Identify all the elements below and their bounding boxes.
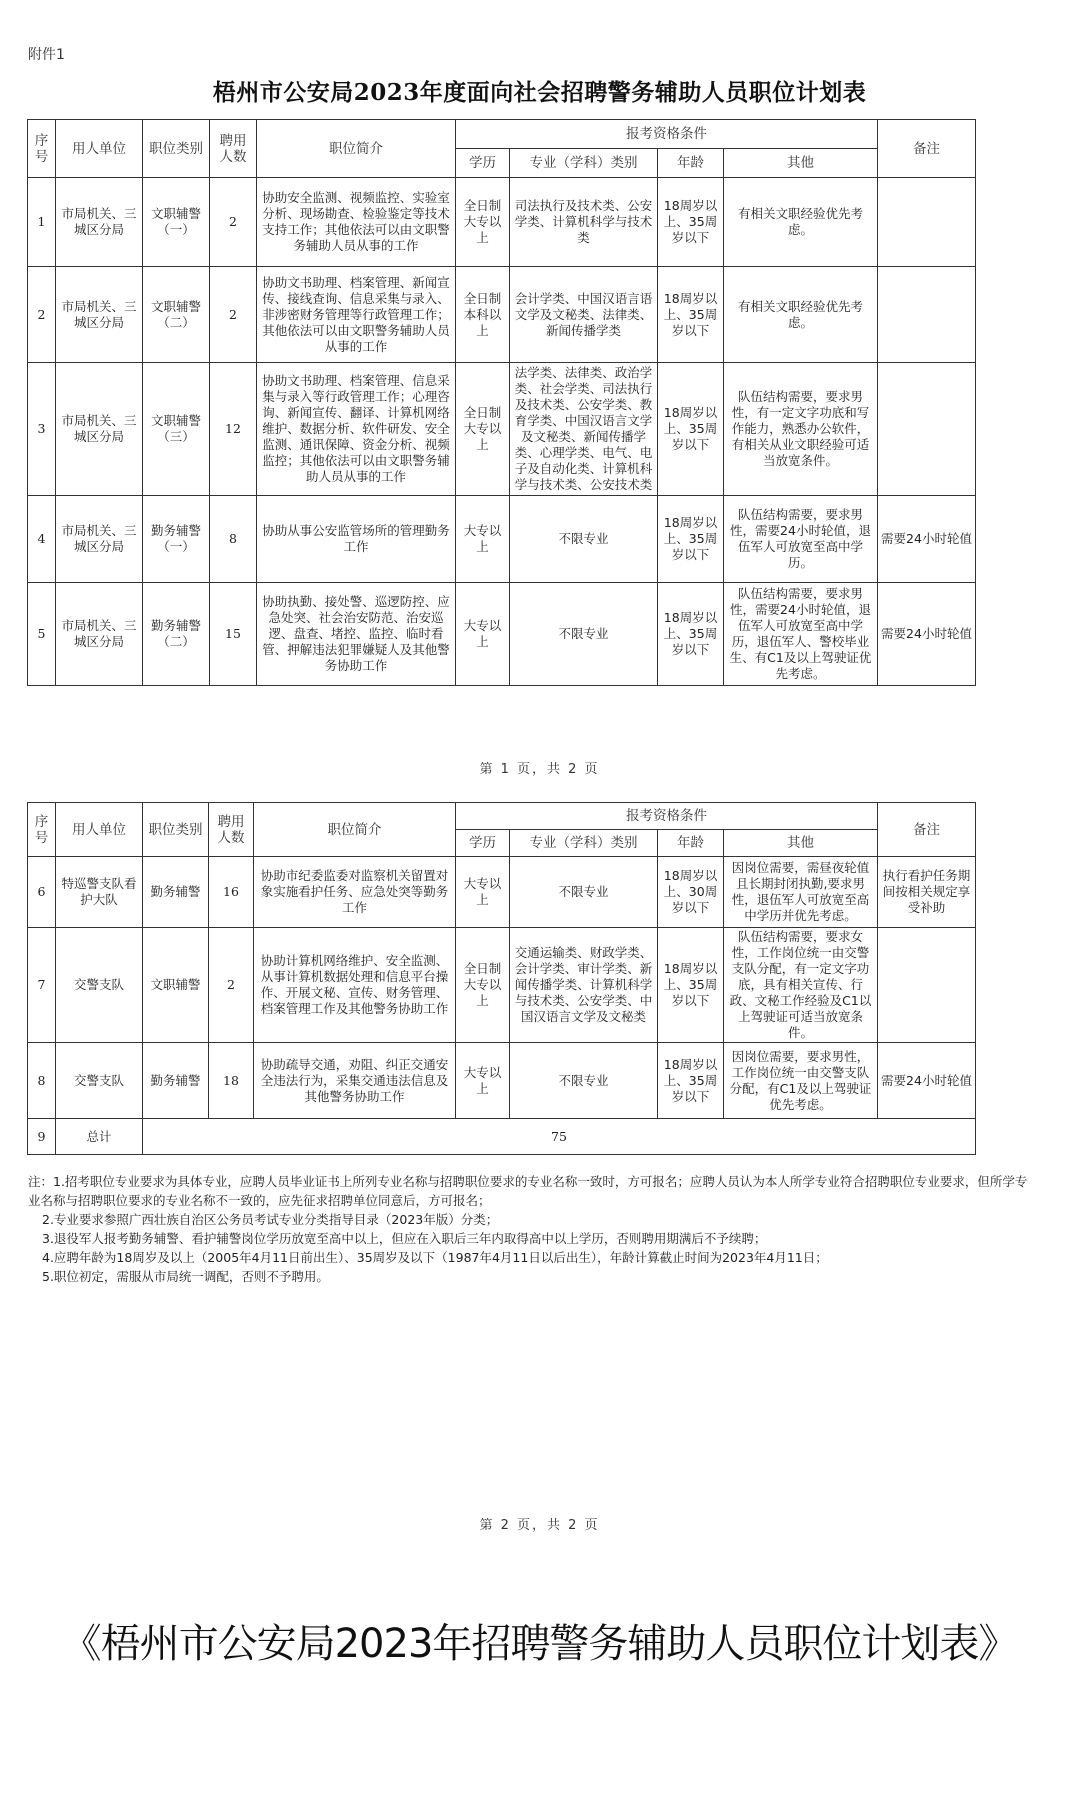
cell-description: 协助安全监测、视频监控、实验室分析、现场勘查、检验鉴定等技术支持工作；其他依法可以由文职警务辅助人员从事的工作 — [257, 178, 456, 267]
header-count: 聘用人数 — [210, 120, 257, 178]
cell-description: 协助执勤、接处警、巡逻防控、应急处突、社会治安防范、治安巡逻、盘查、堵控、监控、临时看管、押解违法犯罪嫌疑人及其他警务协助工作 — [257, 583, 456, 686]
cell-education: 全日制大专以上 — [456, 178, 510, 267]
cell-education: 大专以上 — [456, 583, 510, 686]
cell-unit: 市局机关、三城区分局 — [56, 267, 143, 363]
table-row — [28, 857, 976, 928]
cell-age: 18周岁以上、35周岁以下 — [658, 363, 724, 496]
cell-age: 18周岁以上、35周岁以下 — [658, 496, 724, 583]
cell-seq: 9 — [28, 1119, 56, 1155]
cell-remarks — [878, 928, 976, 1043]
cell-seq: 1 — [28, 178, 56, 267]
cell-description: 协助疏导交通，劝阻、纠正交通安全违法行为，采集交通违法信息及其他警务协助工作 — [254, 1043, 456, 1119]
cell-seq: 7 — [28, 928, 56, 1043]
header-description: 职位简介 — [257, 120, 456, 178]
position-table-page-2 — [27, 802, 976, 1155]
header-age: 年龄 — [658, 149, 724, 178]
cell-other: 因岗位需要，要求男性，工作岗位统一由交警支队分配，有C1及以上驾驶证优先考虑。 — [724, 1043, 878, 1119]
cell-remarks: 需要24小时轮值 — [878, 1043, 976, 1119]
cell-seq: 8 — [28, 1043, 56, 1119]
cell-education: 大专以上 — [456, 857, 510, 928]
cell-unit: 市局机关、三城区分局 — [56, 583, 143, 686]
cell-major: 不限专业 — [510, 583, 658, 686]
page-2-footer: 第 2 页，共 2 页 — [479, 1518, 600, 1533]
note-3: 3.退役军人报考勤务辅警、看护辅警岗位学历放宽至高中以上，但应在入职后三年内取得高中以上学历，否则聘用期满后不予续聘； — [42, 1231, 767, 1246]
cell-remarks — [878, 363, 976, 496]
cell-description: 协助文书助理、档案管理、信息采集与录入等行政管理工作；心理咨询、新闻宣传、翻译、计算机网络维护、数据分析、软件研发、安全监测、通讯保障、资金分析、视频监控；其他依法可以由文职警务辅助人员从事的工作 — [257, 363, 456, 496]
cell-education: 全日制大专以上 — [456, 928, 510, 1043]
header-unit: 用人单位 — [56, 803, 143, 857]
cell-other: 队伍结构需要，要求女性，工作岗位统一由交警支队分配，有一定文字功底，具有相关宣传、行政、文秘工作经验及C1以上驾驶证可适当放宽条件。 — [724, 928, 878, 1043]
header-other: 其他 — [724, 830, 878, 857]
cell-major: 不限专业 — [510, 857, 658, 928]
cell-description: 协助从事公安监管场所的管理勤务工作 — [257, 496, 456, 583]
cell-major: 不限专业 — [510, 1043, 658, 1119]
cell-count: 2 — [210, 178, 257, 267]
table-row — [28, 928, 976, 1043]
position-table-page-1 — [27, 119, 976, 686]
cell-other: 有相关文职经验优先考虑。 — [724, 267, 878, 363]
cell-category: 勤务辅警 — [143, 1043, 209, 1119]
cell-description: 协助文书助理、档案管理、新闻宣传、接线查询、信息采集与录入、非涉密财务管理等行政管理工作；其他依法可以由文职警务辅助人员从事的工作 — [257, 267, 456, 363]
note-2: 2.专业要求参照广西壮族自治区公务员考试专业分类指导目录（2023年版）分类； — [42, 1212, 499, 1227]
cell-remarks — [878, 178, 976, 267]
attachment-label: 附件1 — [28, 47, 65, 63]
note-4: 4.应聘年龄为18周岁及以上（2005年4月11日前出生）、35周岁及以下（1987年4月11日以后出生），年龄计算截止时间为2023年4月11日； — [42, 1250, 828, 1265]
header-qualifications: 报考资格条件 — [456, 120, 878, 149]
cell-count: 8 — [210, 496, 257, 583]
cell-age: 18周岁以上、35周岁以下 — [658, 1043, 724, 1119]
header-remarks: 备注 — [878, 120, 976, 178]
cell-age: 18周岁以上、35周岁以下 — [658, 267, 724, 363]
cell-unit: 特巡警支队看护大队 — [56, 857, 143, 928]
page-1-footer: 第 1 页，共 2 页 — [479, 762, 600, 777]
cell-category: 文职辅警 — [143, 928, 209, 1043]
header-other: 其他 — [724, 149, 878, 178]
cell-education: 大专以上 — [456, 1043, 510, 1119]
cell-major: 法学类、法律类、政治学类、社会学类、司法执行及技术类、公安学类、教育学类、中国汉语言文学及文秘类、新闻传播学类、心理学类、电气、电子及自动化类、计算机科学与技术类、公安技术类 — [510, 363, 658, 496]
cell-seq: 3 — [28, 363, 56, 496]
cell-other: 有相关文职经验优先考虑。 — [724, 178, 878, 267]
cell-count: 18 — [209, 1043, 254, 1119]
cell-major: 司法执行及技术类、公安学类、计算机科学与技术类 — [510, 178, 658, 267]
cell-other: 队伍结构需要，要求男性，有一定文字功底和写作能力，熟悉办公软件，有相关从业文职经验可适当放宽条件。 — [724, 363, 878, 496]
cell-education: 全日制大专以上 — [456, 363, 510, 496]
header-description: 职位简介 — [254, 803, 456, 857]
cell-count: 12 — [210, 363, 257, 496]
cell-major: 不限专业 — [510, 496, 658, 583]
total-label: 总计 — [56, 1119, 143, 1155]
cell-category: 文职辅警（一） — [143, 178, 210, 267]
header-major: 专业（学科）类别 — [510, 830, 658, 857]
header-education: 学历 — [456, 830, 510, 857]
header-seq: 序号 — [28, 120, 56, 178]
cell-unit: 交警支队 — [56, 1043, 143, 1119]
cell-description: 协助市纪委监委对监察机关留置对象实施看护任务、应急处突等勤务工作 — [254, 857, 456, 928]
cell-other: 队伍结构需要，要求男性，需要24小时轮值，退伍军人可放宽至高中学历，退伍军人、警校毕业生、有C1及以上驾驶证优先考虑。 — [724, 583, 878, 686]
cell-age: 18周岁以上、30周岁以下 — [658, 857, 724, 928]
cell-education: 大专以上 — [456, 496, 510, 583]
image-caption: 《梧州市公安局2023年招聘警务辅助人员职位计划表》 — [61, 1621, 1018, 1667]
cell-other: 队伍结构需要，要求男性，需要24小时轮值，退伍军人可放宽至高中学历。 — [724, 496, 878, 583]
cell-unit: 市局机关、三城区分局 — [56, 496, 143, 583]
header-count: 聘用人数 — [209, 803, 254, 857]
header-qualifications: 报考资格条件 — [456, 803, 878, 830]
cell-unit: 市局机关、三城区分局 — [56, 363, 143, 496]
header-category: 职位类别 — [143, 803, 209, 857]
total-value: 75 — [143, 1119, 976, 1155]
cell-category: 文职辅警（二） — [143, 267, 210, 363]
note-1: 注：1.招考职位专业要求为具体专业，应聘人员毕业证书上所列专业名称与招聘职位要求的专业名称一致时，方可报名；应聘人员认为本人所学专业符合招聘职位专业要求，但所学专业名称与招聘职位要求的专业名称不一致的，应先征求招聘单位同意后，方可报名； — [28, 1174, 1028, 1208]
cell-count: 16 — [209, 857, 254, 928]
cell-seq: 4 — [28, 496, 56, 583]
note-5: 5.职位初定，需服从市局统一调配，否则不予聘用。 — [42, 1269, 329, 1284]
cell-seq: 5 — [28, 583, 56, 686]
cell-category: 文职辅警（三） — [143, 363, 210, 496]
table-row — [28, 496, 976, 583]
cell-category: 勤务辅警（一） — [143, 496, 210, 583]
cell-remarks: 执行看护任务期间按相关规定享受补助 — [878, 857, 976, 928]
header-category: 职位类别 — [143, 120, 210, 178]
cell-education: 全日制本科以上 — [456, 267, 510, 363]
header-remarks: 备注 — [878, 803, 976, 857]
table-row — [28, 178, 976, 267]
cell-count: 15 — [210, 583, 257, 686]
cell-other: 因岗位需要，需昼夜轮值且长期封闭执勤,要求男性，退伍军人可放宽至高中学历并优先考虑。 — [724, 857, 878, 928]
cell-seq: 2 — [28, 267, 56, 363]
cell-category: 勤务辅警 — [143, 857, 209, 928]
header-major: 专业（学科）类别 — [510, 149, 658, 178]
notes-section — [28, 1172, 1038, 1286]
cell-seq: 6 — [28, 857, 56, 928]
cell-remarks — [878, 267, 976, 363]
cell-remarks: 需要24小时轮值 — [878, 496, 976, 583]
cell-count: 2 — [210, 267, 257, 363]
cell-age: 18周岁以上、35周岁以下 — [658, 583, 724, 686]
table-row — [28, 583, 976, 686]
total-row — [28, 1119, 976, 1155]
cell-remarks: 需要24小时轮值 — [878, 583, 976, 686]
table-row — [28, 363, 976, 496]
header-unit: 用人单位 — [56, 120, 143, 178]
table-row — [28, 267, 976, 363]
cell-major: 会计学类、中国汉语言语文学及文秘类、法律类、新闻传播学类 — [510, 267, 658, 363]
header-education: 学历 — [456, 149, 510, 178]
header-age: 年龄 — [658, 830, 724, 857]
header-seq: 序号 — [28, 803, 56, 857]
cell-count: 2 — [209, 928, 254, 1043]
document-title: 梧州市公安局2023年度面向社会招聘警务辅助人员职位计划表 — [212, 79, 867, 106]
cell-unit: 市局机关、三城区分局 — [56, 178, 143, 267]
cell-description: 协助计算机网络维护、安全监测、从事计算机数据处理和信息平台操作、开展文秘、宣传、财务管理、档案管理工作及其他警务协助工作 — [254, 928, 456, 1043]
cell-age: 18周岁以上、35周岁以下 — [658, 178, 724, 267]
cell-age: 18周岁以上、35周岁以下 — [658, 928, 724, 1043]
table-row — [28, 1043, 976, 1119]
cell-unit: 交警支队 — [56, 928, 143, 1043]
cell-category: 勤务辅警（二） — [143, 583, 210, 686]
cell-major: 交通运输类、财政学类、会计学类、审计学类、新闻传播学类、计算机科学与技术类、公安学类、中国汉语言文学及文秘类 — [510, 928, 658, 1043]
